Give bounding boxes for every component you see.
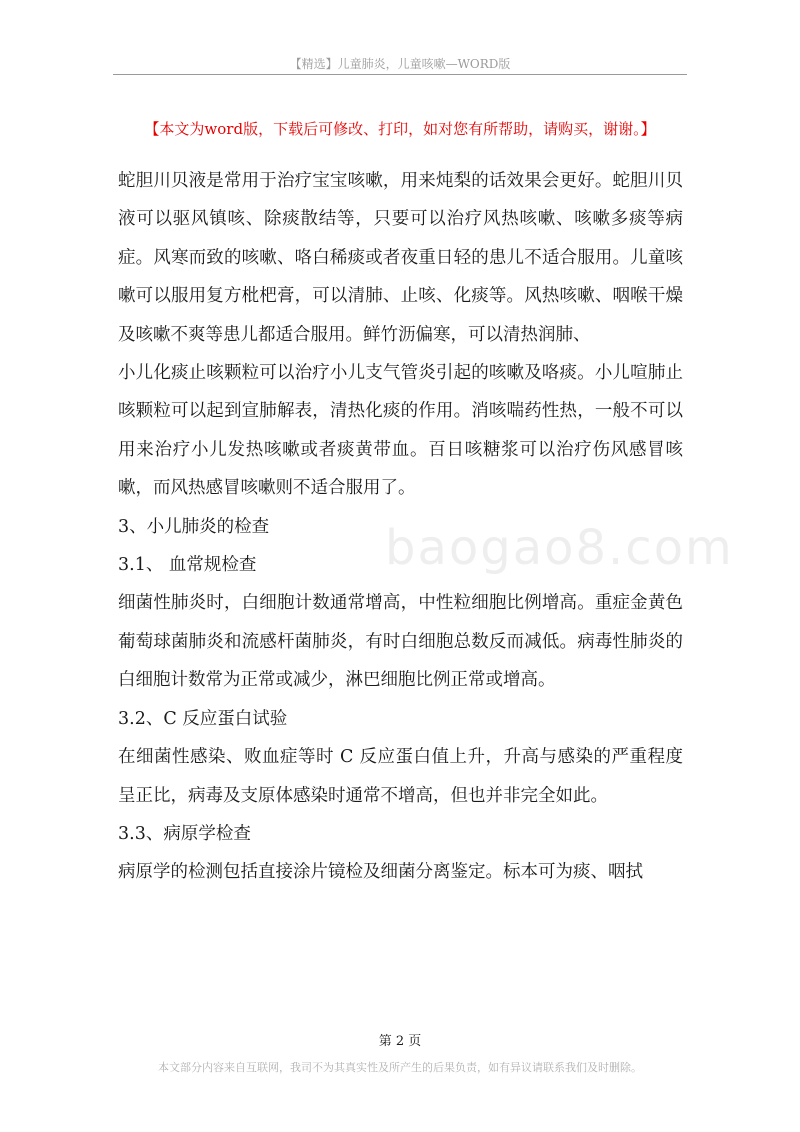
paragraph-crp: 在细菌性感染、败血症等时 C 反应蛋白值上升，升高与感染的严重程度呈正比，病毒及支原体感染时通常不增高，但也并非完全如此。 <box>118 747 683 806</box>
watermark: baogao8.com <box>385 520 734 576</box>
footer-disclaimer: 本文部分内容来自互联网，我司不为其真实性及所产生的后果负责，如有异议请联系我们及时删除。 <box>158 1061 642 1074</box>
section-heading-examination: 3、小儿肺炎的检查 <box>118 516 270 537</box>
paragraph-pathogen: 病原学的检测包括直接涂片镜检及细菌分离鉴定。标本可为痰、咽拭 <box>118 862 643 883</box>
header-title: 【精选】儿童肺炎，儿童咳嗽—WORD版 <box>289 57 511 71</box>
subsection-heading-crp: 3.2、C 反应蛋白试验 <box>118 708 288 729</box>
subsection-heading-pathogen: 3.3、病原学检查 <box>118 823 251 844</box>
paragraph-cough-medicine: 蛇胆川贝液是常用于治疗宝宝咳嗽，用来炖梨的话效果会更好。蛇胆川贝液可以驱风镇咳、除痰散结等，只要可以治疗风热咳嗽、咳嗽多痰等病症。风寒而致的咳嗽、咯白稀痰或者夜重日轻的患儿不适合服用。儿童咳嗽可以服用复方枇杷膏，可以清肺、止咳、化痰等。风热咳嗽、咽喉干燥及咳嗽不爽等患儿都适合服用。鲜竹沥偏寒，可以清热润肺、 <box>118 171 683 345</box>
subsection-heading-blood-test: 3.1、 血常规检查 <box>118 555 257 576</box>
paragraph-granules: 小儿化痰止咳颗粒可以治疗小儿支气管炎引起的咳嗽及咯痰。小儿喧肺止咳颗粒可以起到宣肺解表，清热化痰的作用。消咳喘药性热，一般不可以用来治疗小儿发热咳嗽或者痰黄带血。百日咳糖浆可以治疗伤风感冒咳嗽，而风热感冒咳嗽则不适合服用了。 <box>118 363 683 499</box>
page-number: 第 2 页 <box>378 1034 422 1049</box>
purchase-notice: 【本文为word版，下载后可修改、打印，如对您有所帮助，请购买，谢谢。】 <box>144 120 656 138</box>
paragraph-blood-test: 细菌性肺炎时，白细胞计数通常增高，中性粒细胞比例增高。重症金黄色葡萄球菌肺炎和流感杆菌肺炎，有时白细胞总数反而减低。病毒性肺炎的白细胞计数常为正常或减少，淋巴细胞比例正常或增高。 <box>118 593 683 691</box>
header-divider <box>113 74 687 75</box>
